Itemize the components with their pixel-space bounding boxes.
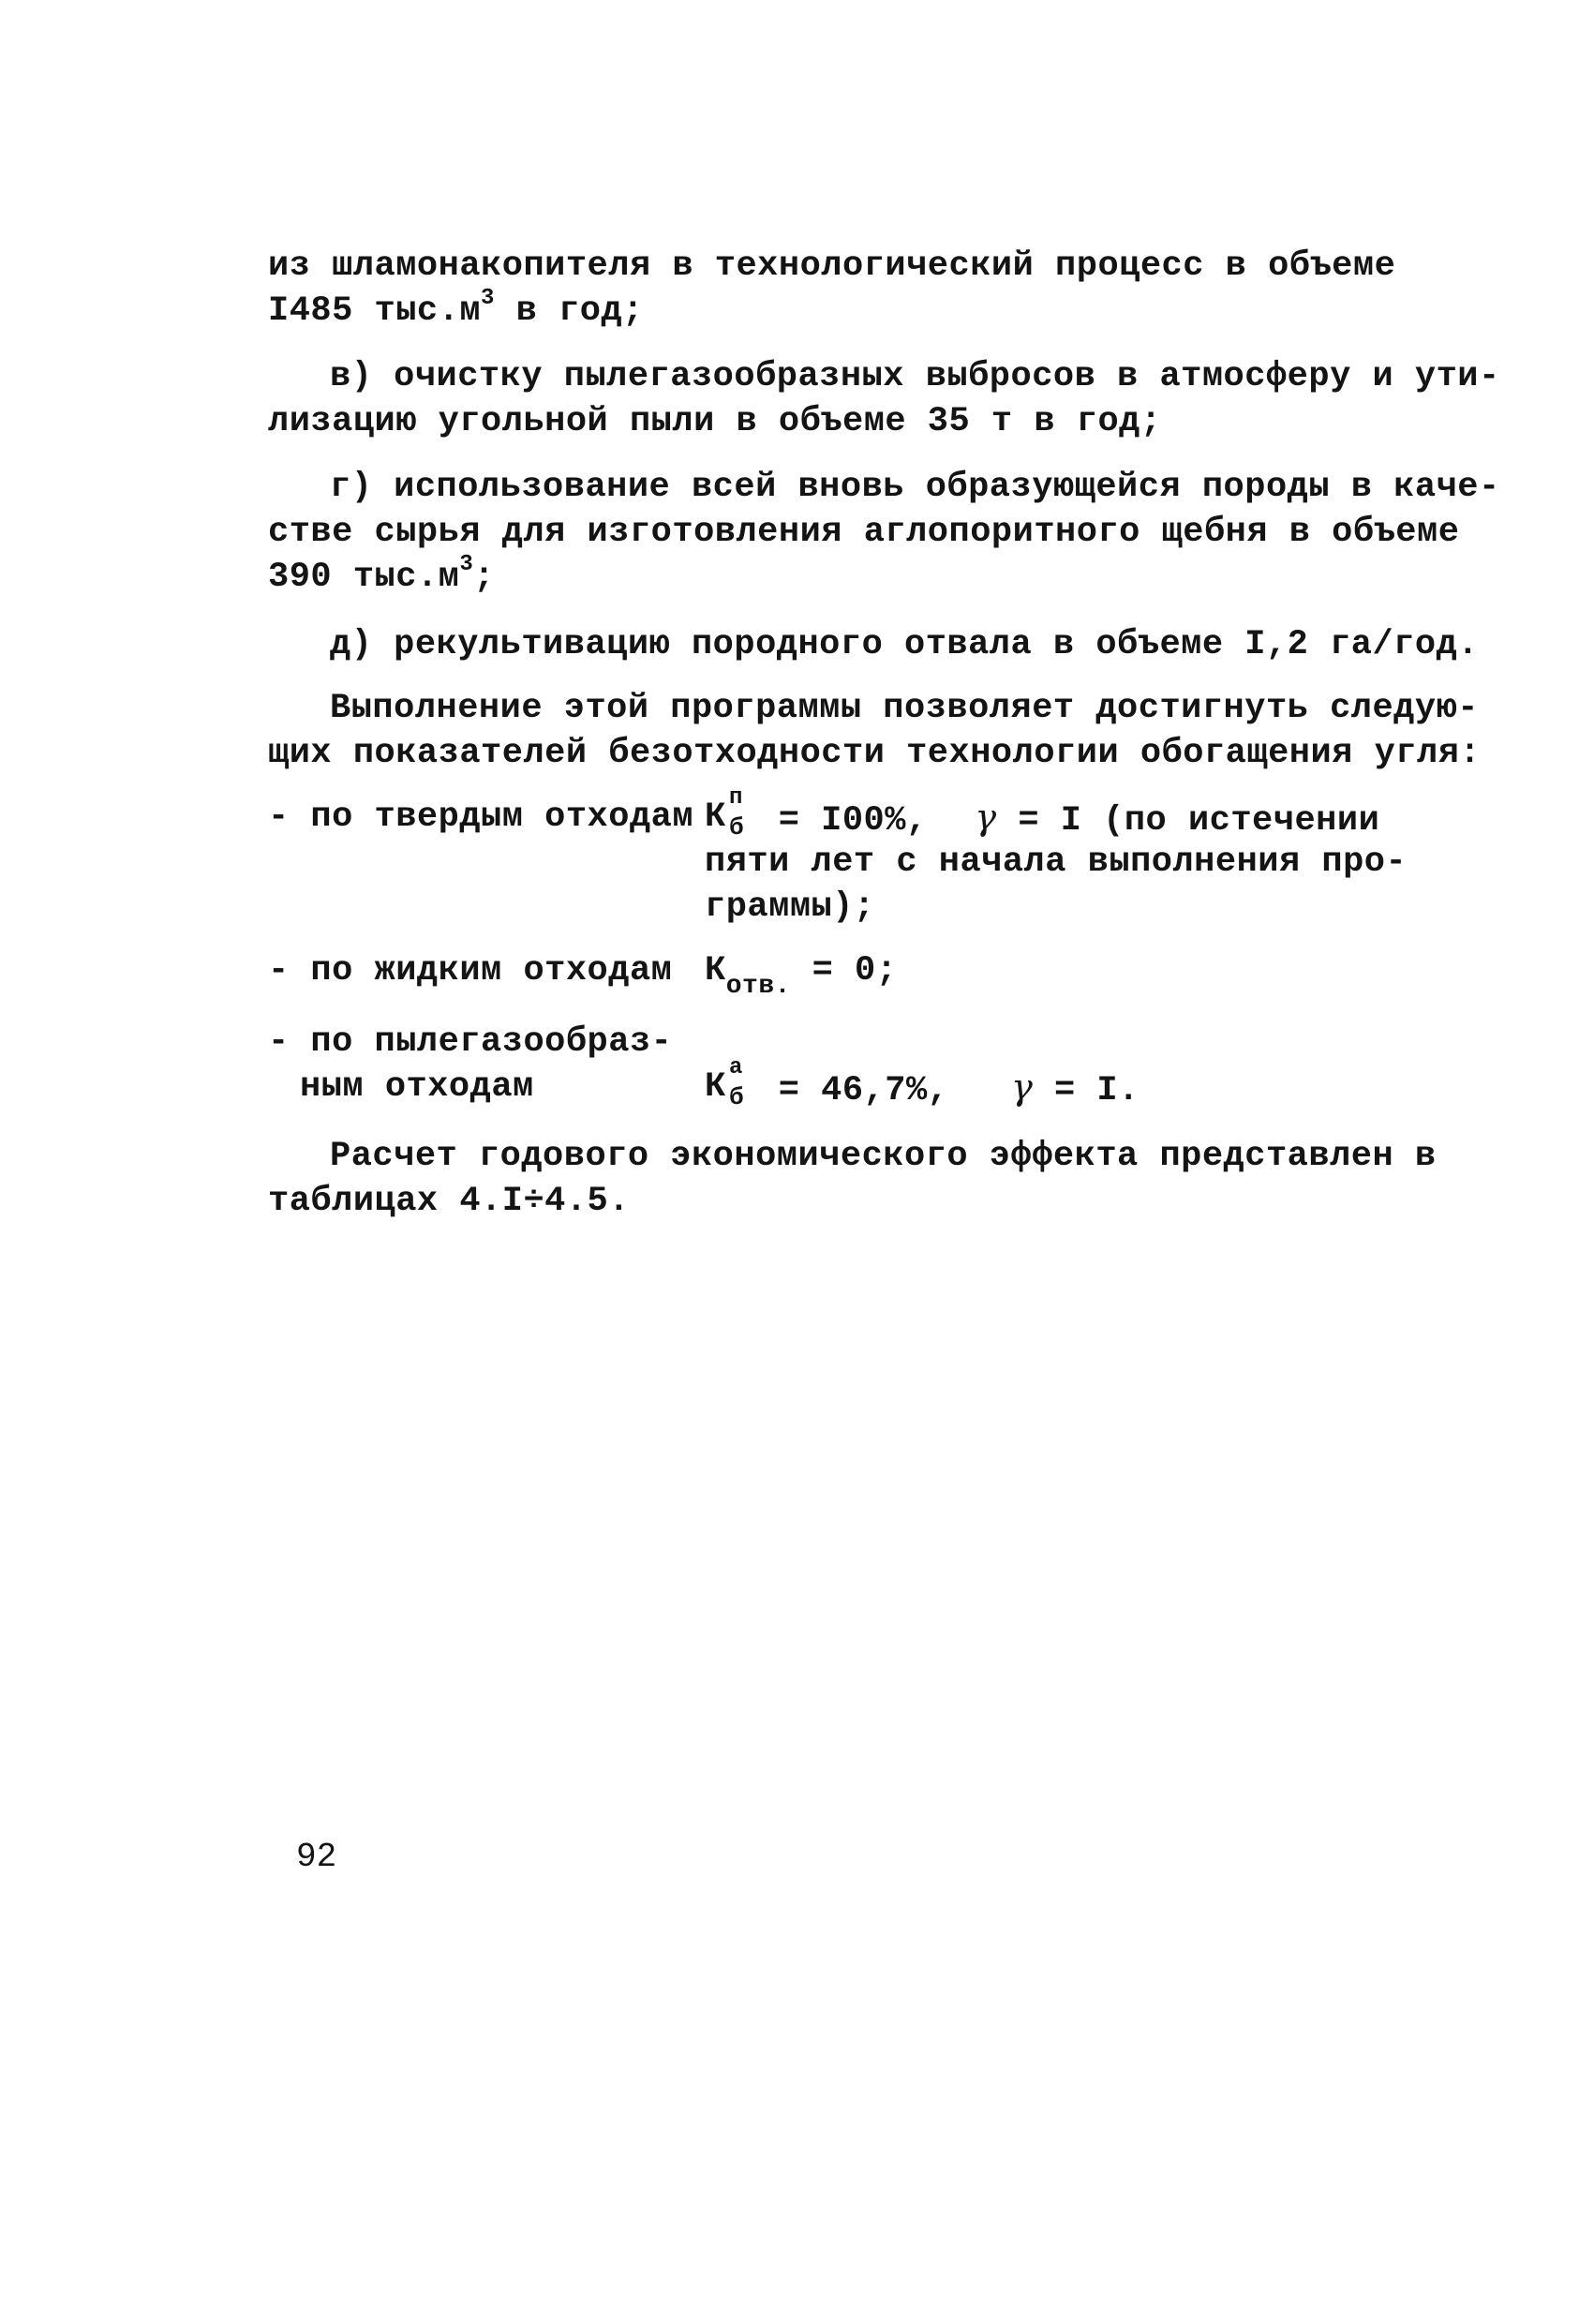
text: в) очистку пылегазообразных выбросов в атмосферу и ути- — [330, 357, 1500, 396]
k-subscript: б — [729, 813, 745, 842]
text: щих показателей безотходности технологии обогащения угля: — [268, 734, 1482, 773]
text: г) использование всей вновь образующейся породы в каче- — [330, 468, 1500, 507]
k-subscript: б — [729, 1083, 745, 1111]
indicator-label-liquid — [268, 948, 672, 993]
k-subscript: отв. — [725, 972, 791, 1001]
value: = I. — [1054, 1071, 1140, 1110]
k-letter: К — [705, 951, 726, 991]
text: в год; — [494, 291, 644, 331]
indicator-formula-solid — [705, 785, 1380, 843]
value: = 0; — [790, 951, 898, 991]
paragraph-line — [330, 354, 1500, 399]
paragraph-line — [330, 686, 1479, 731]
text: ным отходам — [300, 1067, 534, 1107]
k-superscript: а — [729, 1055, 743, 1080]
paragraph-line — [268, 510, 1459, 555]
value: = 46,7%, — [778, 1071, 949, 1110]
indicator-formula-liquid — [705, 948, 898, 1001]
paragraph-line — [330, 465, 1500, 510]
text: стве сырья для изготовления аглопоритного щебня в объеме — [268, 513, 1460, 552]
page-number: 92 — [296, 1838, 337, 1876]
indicator-label-gas — [268, 1020, 672, 1065]
text: из шламонакопителя в технологический процесс в объеме — [268, 246, 1396, 286]
text: пяти лет с начала выполнения про- — [705, 842, 1408, 882]
text: I485 тыс.м — [268, 291, 482, 331]
superscript: 3 — [481, 285, 495, 311]
k-superscript: п — [729, 785, 743, 811]
value: = I (по истечении — [1018, 801, 1380, 841]
paragraph-line — [268, 1179, 630, 1224]
text: Расчет годового экономического эффекта представлен в — [330, 1137, 1437, 1176]
paragraph-line — [705, 885, 875, 930]
value: = I00%, — [778, 801, 928, 841]
k-letter: К — [705, 1067, 726, 1107]
paragraph-line — [330, 1134, 1437, 1179]
gamma-symbol: γ — [975, 797, 997, 838]
text: граммы); — [705, 887, 875, 927]
text: - по жидким отходам — [268, 951, 673, 991]
paragraph-line — [268, 244, 1395, 289]
text: 390 тыс.м — [268, 558, 460, 597]
paragraph-line — [268, 399, 1162, 444]
coefficient-symbol — [705, 1055, 757, 1111]
paragraph-line — [268, 551, 495, 600]
text: лизацию угольной пыли в объеме 35 т в год; — [268, 402, 1162, 441]
superscript: 3 — [459, 551, 474, 577]
indicator-label-gas — [300, 1065, 534, 1110]
text: - по твердым отходам — [268, 797, 694, 837]
text: таблицах 4.I÷4.5. — [268, 1182, 630, 1221]
paragraph-line — [268, 285, 644, 334]
indicator-formula-gas — [705, 1055, 1140, 1113]
gamma-symbol: γ — [1011, 1066, 1034, 1108]
indicator-label-solid — [268, 795, 693, 840]
coefficient-symbol — [705, 785, 757, 842]
paragraph-line — [268, 731, 1481, 776]
text: ; — [473, 558, 495, 597]
text: д) рекультивацию породного отвала в объеме I,2 га/год. — [330, 625, 1479, 664]
text: - по пылегазообраз- — [268, 1022, 673, 1062]
text: Выполнение этой программы позволяет достигнуть следую- — [330, 689, 1479, 728]
paragraph-line — [705, 840, 1407, 885]
k-letter: К — [705, 797, 726, 837]
paragraph-line — [330, 622, 1479, 667]
